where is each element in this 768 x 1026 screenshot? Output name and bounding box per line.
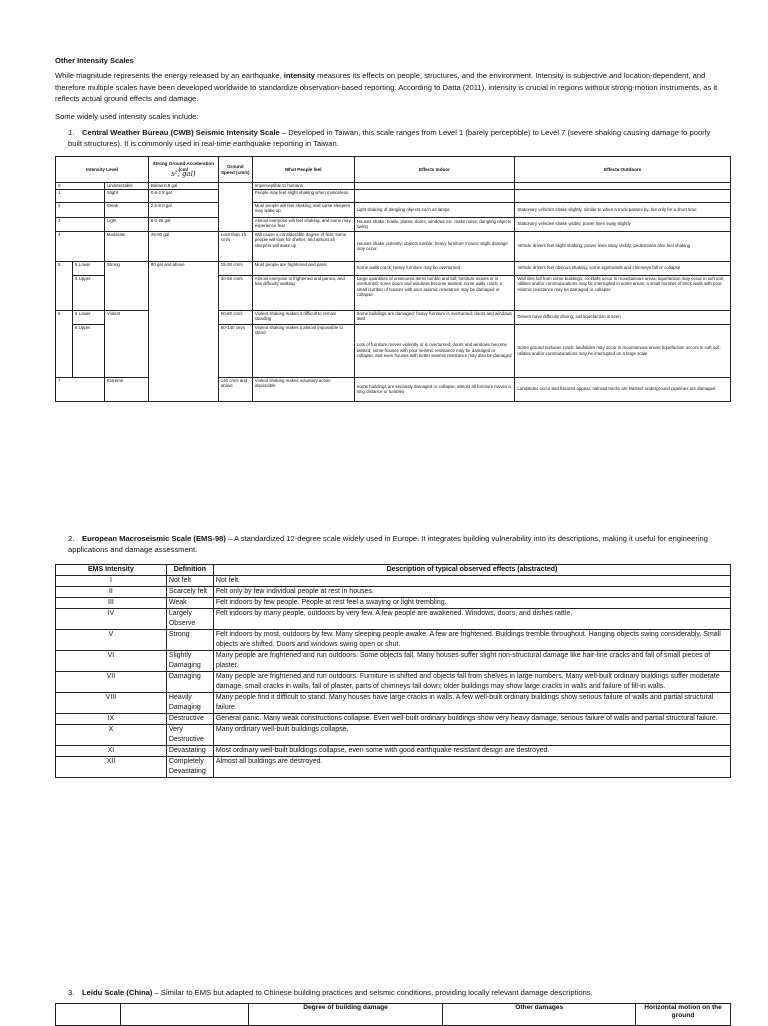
- cell-outdoor: Landslides occur and fissures appear; railroad tracks are twisted; underground pipelines are damaged: [515, 377, 731, 401]
- cell-description: Almost all buildings are destroyed.: [213, 757, 730, 778]
- table-row: [56, 672, 731, 693]
- table-row: [56, 202, 731, 217]
- table-row: [56, 651, 731, 672]
- cell-speed: 80-140 cm/s: [218, 324, 252, 377]
- header-description: Description of typical observed effects (abstracted): [213, 565, 730, 576]
- list-item-text: – Developed in Taiwan, this scale ranges from Level 1 (barely perceptible) to Level 7 (severe shaking causing damage to poorly built structures). It is commonly used in real-time earthquake reporting in Taiwan.: [68, 128, 711, 148]
- cell-definition: Devastating: [166, 746, 213, 757]
- cell-people: People may feel slight shaking when motionless.: [252, 189, 354, 202]
- table-row: [56, 714, 731, 725]
- cell-ems-intensity: VI: [56, 651, 167, 672]
- cell-outdoor: Stationary vehicles shake visibly; power lines sway slightly: [515, 217, 731, 231]
- cell-ems-intensity: XI: [56, 746, 167, 757]
- cell-ems-intensity: II: [56, 587, 167, 598]
- list-item-title: Leidu Scale (China): [82, 988, 153, 997]
- cell-people: Almost everyone will feel shaking, and some may experience fear: [252, 217, 354, 231]
- cell-speed: 50-80 cm/s: [218, 310, 252, 324]
- cell-people: Violent shaking makes it difficult to remain standing: [252, 310, 354, 324]
- leidu-scale-table: [55, 1003, 731, 1026]
- table-row: [56, 576, 731, 587]
- cell-indoor: [354, 183, 515, 190]
- cell-ems-intensity: VIII: [56, 693, 167, 714]
- cell-outdoor: [515, 189, 731, 202]
- cell-indoor: Some buildings are damaged; heavy furniture is overturned; doors and windows twist: [354, 310, 515, 324]
- cell-indoor: Light shaking of dangling objects such as lamps: [354, 202, 515, 217]
- list-item-text: – Similar to EMS but adapted to Chinese building practices and seismic conditions, providing locally relevant damage descriptions.: [152, 988, 593, 997]
- list-item-ems: [68, 534, 723, 555]
- cell-definition: Heavily Damaging: [166, 693, 213, 714]
- cell-definition: Very Destructive: [166, 725, 213, 746]
- cell-ems-intensity: III: [56, 598, 167, 609]
- cwb-intensity-table: [55, 156, 731, 402]
- cell-name: Extreme: [104, 377, 148, 401]
- cell-description: Many people find it difficult to stand. Many houses have large cracks in walls. A few well-built ordinary buildings show serious failure of walls and partial structural failure.: [213, 693, 730, 714]
- cell-speed: 30-50 cm/s: [218, 275, 252, 310]
- cell-description: Felt indoors by few people. People at rest feel a swaying or light trembling.: [213, 598, 730, 609]
- intro-paragraph: [55, 70, 720, 105]
- cell-ems-intensity: IX: [56, 714, 167, 725]
- cell-indoor: Houses shake; bowls, plates, doors, windows etc. make noise; dangling objects swing: [354, 217, 515, 231]
- cell-speed: Less than 15 cm/s: [218, 231, 252, 261]
- cell-accel: Below 0.8 gal: [148, 183, 218, 190]
- cell-people: Violent shaking makes it almost impossible to stand: [252, 324, 354, 377]
- header-ground-speed: Ground Speed (cm/s): [218, 157, 252, 183]
- cell-ems-intensity: X: [56, 725, 167, 746]
- list-item-text: – A standardized 12-degree scale widely used in Europe. It integrates building vulnerability into its descriptions, making it useful for engineering applications and damage assessment.: [68, 534, 708, 554]
- cell-definition: Not felt: [166, 576, 213, 587]
- cell-speed: [218, 183, 252, 232]
- cell-outdoor: Wall tiles fall from some buildings; rockfalls occur in mountainous areas; liquefaction may occur in soft soil; utilities and/or communications may be interrupted in some areas; a small number of brick walls with poor seismic resistance may be damaged or collapse: [515, 275, 731, 310]
- cell-accel: 0.8-2.5 gal: [148, 189, 218, 202]
- cell-ems-intensity: V: [56, 630, 167, 651]
- cell-outdoor: Vehicle drivers feel slight shaking; power lines sway visibly; pedestrians also feel shaking: [515, 231, 731, 261]
- cell-outdoor: Drivers have difficulty driving; soil liquefaction is seen: [515, 310, 731, 324]
- table-row: [56, 217, 731, 231]
- ems-intensity-table: [55, 564, 731, 778]
- header-people-feel: What People feel: [252, 157, 354, 183]
- intro-bold-term: intensity: [283, 71, 316, 80]
- table-row: [56, 598, 731, 609]
- cell-level: 3: [56, 217, 105, 231]
- intro-text-2: measures its effects on people, structures, and the environment. Intensity is subjective and location-dependent, and therefore multiple scales have been developed worldwide to standardize observation-based reporting. According to Datta (2011), intensity is crucial in regions without strong-motion instruments, as it reflects actual ground effects and damage.: [55, 71, 718, 103]
- cell-description: Many people are frightened and run outdoors. Some objects fall. Many houses suffer slight non-structural damage like hair-line cracks and fall of small pieces of plaster.: [213, 651, 730, 672]
- cell-name: Strong: [104, 261, 148, 310]
- cell-level: 7: [56, 377, 105, 401]
- table-row: [56, 757, 731, 778]
- header-effects-outdoor: Effects Outdoors: [515, 157, 731, 183]
- cell-level: 0: [56, 183, 105, 190]
- cell-description: Not felt.: [213, 576, 730, 587]
- intro-text-1: While magnitude represents the energy released by an earthquake,: [55, 71, 284, 80]
- cell-outdoor: [515, 183, 731, 190]
- cell-ems-intensity: XII: [56, 757, 167, 778]
- cell-sublevel: 6 Lower: [72, 310, 104, 324]
- cell-indoor: Houses shake violently; objects tumble; heavy furniture moves; slight damage may occur: [354, 231, 515, 261]
- header-horizontal-motion: Horizontal motion on the ground: [636, 1004, 731, 1026]
- cell-name: Moderate: [104, 231, 148, 261]
- header-other-damages: Other damages: [443, 1004, 636, 1026]
- cell-definition: Destructive: [166, 714, 213, 725]
- cell-indoor: [354, 189, 515, 202]
- cell-people: Will cause a considerable degree of fear; some people will look for shelter, and almost all sleepers will wake up: [252, 231, 354, 261]
- cell-description: Many people are frightened and run outdoors. Furniture is shifted and objects fall from shelves in large numbers. Many well-built ordinary buildings suffer moderate damage, small cracks in walls, fall of plaster, parts of chimneys fall down; older buildings may show large cracks in walls and failure of fill-in walls.: [213, 672, 730, 693]
- header-effects-indoor: Effects Indoor: [354, 157, 515, 183]
- table-row: [56, 630, 731, 651]
- cell-accel: 2.5-8.0 gal: [148, 202, 218, 217]
- cell-name: Undetectable: [104, 183, 148, 190]
- table-row: [56, 725, 731, 746]
- header-col2: [120, 1004, 248, 1026]
- cell-description: Felt indoors by most, outdoors by few. Many sleeping people awake. A few are frightened. Buildings tremble throughout. Hanging objects swing considerably. Small objects are shifted. Doors and windows swing open or shut.: [213, 630, 730, 651]
- cell-speed: 15-30 cm/s: [218, 261, 252, 275]
- section-heading: Other Intensity Scales: [55, 56, 134, 65]
- table-row: [56, 609, 731, 630]
- header-ems-intensity: EMS Intensity: [56, 565, 167, 576]
- cell-sublevel: 5 Lower: [72, 261, 104, 275]
- cell-definition: Largely Observe: [166, 609, 213, 630]
- cell-accel: 8.0-25 gal: [148, 217, 218, 231]
- header-building-damage: Degree of building damage: [248, 1004, 443, 1026]
- cell-accel: 25-80 gal: [148, 231, 218, 261]
- cell-ems-intensity: IV: [56, 609, 167, 630]
- cell-level: 6: [56, 310, 73, 377]
- cell-definition: Slightly Damaging: [166, 651, 213, 672]
- cell-level: 1: [56, 189, 105, 202]
- cell-people: Most people are frightened and panic: [252, 261, 354, 275]
- cell-ems-intensity: VII: [56, 672, 167, 693]
- cell-people: Imperceptible to humans: [252, 183, 354, 190]
- cell-description: Felt indoors by many people, outdoors by very few. A few people are awakened. Windows, doors, and dishes rattle.: [213, 609, 730, 630]
- table-row: [56, 231, 731, 261]
- header-acceleration-unit: s², gal): [171, 170, 196, 179]
- cell-speed: 140 cm/s and above: [218, 377, 252, 401]
- cell-indoor: Lots of furniture moves violently or is overturned; doors and windows become twisted; some houses with poor seismic resistance may be damaged or collapse, and even houses with better seismic resistance may also be damaged: [354, 324, 515, 377]
- list-number: 3.: [68, 988, 75, 997]
- cell-sublevel: 5 Upper: [72, 275, 104, 310]
- list-item-leidu: [68, 988, 723, 999]
- cell-people: Almost everyone is frightened and panics, and has difficulty walking: [252, 275, 354, 310]
- list-number: 2.: [68, 534, 75, 543]
- cell-description: Most ordinary well-built buildings collapse, even some with good earthquake resistant design are destroyed.: [213, 746, 730, 757]
- cell-ems-intensity: I: [56, 576, 167, 587]
- cell-indoor: Some walls crack; heavy furniture may be overturned: [354, 261, 515, 275]
- cell-outdoor: Some ground surfaces crack; landslides may occur in mountainous areas; liquefaction occurs in soft soil; utilities and/or communications may be interrupted on a large scale: [515, 324, 731, 377]
- cell-indoor: Large quantities of unsecured items tumble and fall; furniture moves or is overturned; some doors and windows become twisted; some walls crack; a small number of houses with poor seismic resistance may be damaged or collapse: [354, 275, 515, 310]
- list-intro: Some widely used intensity scales include:: [55, 112, 199, 121]
- cell-level: 4: [56, 231, 105, 261]
- table-row: [56, 183, 731, 190]
- header-intensity-level: Intensity Level: [56, 157, 149, 183]
- cell-outdoor: Stationary vehicles shake slightly, similar to when a truck passes by, but only for a short time: [515, 202, 731, 217]
- cell-description: Felt only by few individual people at rest in houses.: [213, 587, 730, 598]
- cell-name: Light: [104, 217, 148, 231]
- cell-definition: Strong: [166, 630, 213, 651]
- cell-sublevel: 6 Upper: [72, 324, 104, 377]
- cell-name: Weak: [104, 202, 148, 217]
- table-row: [56, 587, 731, 598]
- list-item-cwb: [68, 128, 723, 149]
- cell-name: Violent: [104, 310, 148, 377]
- cell-definition: Scarcely felt: [166, 587, 213, 598]
- cell-definition: Completely Devastating: [166, 757, 213, 778]
- cell-definition: Damaging: [166, 672, 213, 693]
- header-col1: [56, 1004, 121, 1026]
- list-item-title: European Macroseismic Scale (EMS-98): [82, 534, 226, 543]
- cell-outdoor: Vehicle drivers feel obvious shaking; some signboards and chimneys fall or collapse: [515, 261, 731, 275]
- header-acceleration-label: Strong Ground Acceleration (cm/: [152, 161, 215, 172]
- table-row: [56, 189, 731, 202]
- table-row: [56, 746, 731, 757]
- cell-level: 5: [56, 261, 73, 310]
- cell-description: Many ordinary well-built buildings collapse.: [213, 725, 730, 746]
- cell-description: General panic. Many weak constructions collapse. Even well-built ordinary buildings show very heavy damage, serious failure of walls and partial structural failure.: [213, 714, 730, 725]
- cell-people: Most people will feel shaking, and some sleepers may wake up: [252, 202, 354, 217]
- cell-people: Violent shaking makes voluntary action impossible: [252, 377, 354, 401]
- cell-definition: Weak: [166, 598, 213, 609]
- header-acceleration: [148, 157, 218, 183]
- list-item-title: Central Weather Bureau (CWB) Seismic Intensity Scale: [82, 128, 280, 137]
- cell-indoor: Some buildings are seriously damaged or collapse; almost all furniture moves a long distance or tumbles: [354, 377, 515, 401]
- cell-accel: 80 gal and above: [148, 261, 218, 401]
- table-row: [56, 261, 731, 275]
- cell-name: Slight: [104, 189, 148, 202]
- cell-level: 2: [56, 202, 105, 217]
- list-number: 1.: [68, 128, 75, 137]
- header-definition: Definition: [166, 565, 213, 576]
- table-row: [56, 693, 731, 714]
